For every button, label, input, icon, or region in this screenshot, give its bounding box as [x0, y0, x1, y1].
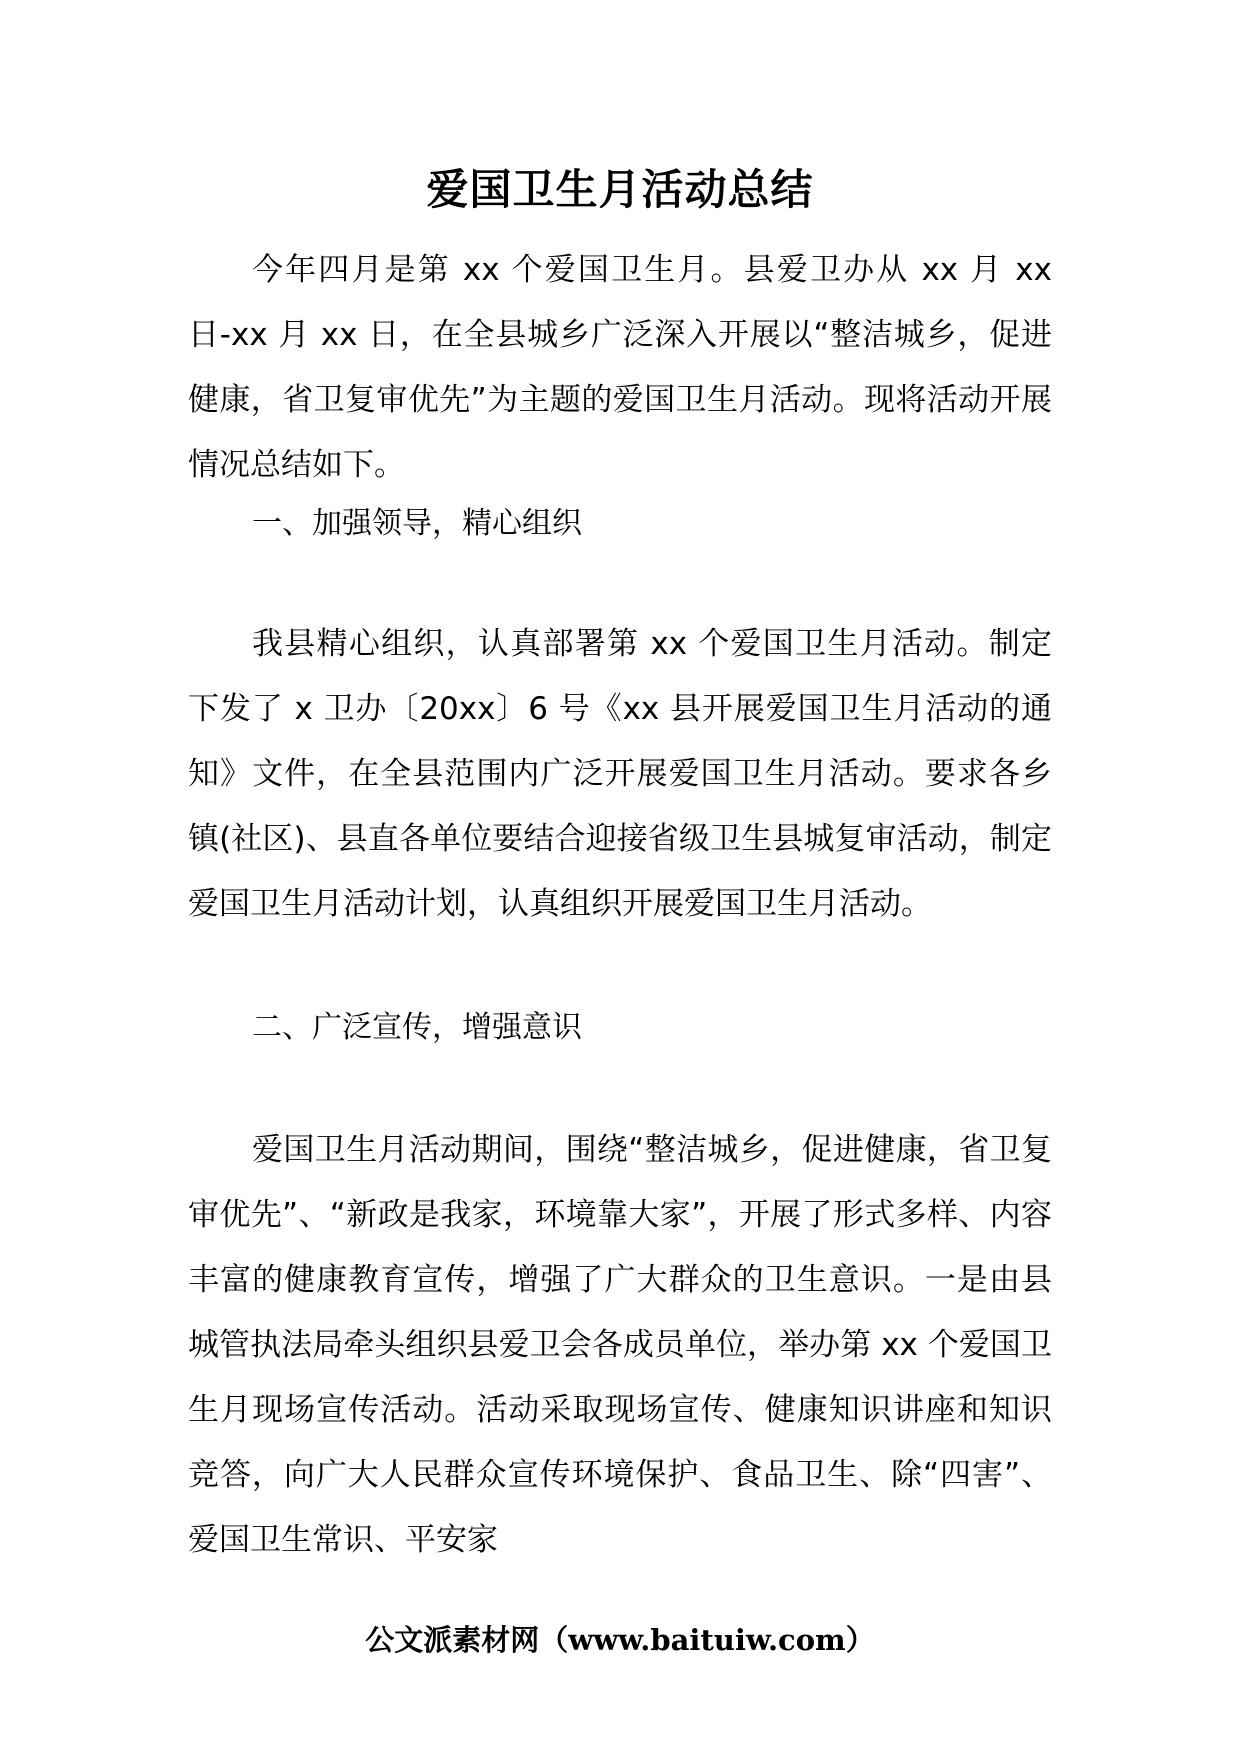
paragraph-section-2: 爱国卫生月活动期间，围绕“整洁城乡，促进健康，省卫复审优先”、“新政是我家，环境靠大家”，开展了形式多样、内容丰富的健康教育宣传，增强了广大群众的卫生意识。一是由县城管执法局牵头组织县爱卫会各成员单位，举办第 xx 个爱国卫生月现场宣传活动。活动采取现场宣传、健康知识讲座和知识竞答，向广大人民群众宣传环境保护、食品卫生、除“四害”、爱国卫生常识、平安家	[188, 1132, 1052, 1558]
document-title: 爱国卫生月活动总结	[426, 165, 814, 214]
paragraph-intro: 今年四月是第 xx 个爱国卫生月。县爱卫办从 xx 月 xx 日-xx 月 xx 日，在全县城乡广泛深入开展以“整洁城乡，促进健康，省卫复审优先”为主题的爱国卫生月活动。现将活动开展情况总结如下。	[188, 252, 1052, 483]
paragraph-section-1: 我县精心组织，认真部署第 xx 个爱国卫生月活动。制定下发了 x 卫办〔20xx〕6 号《xx 县开展爱国卫生月活动的通知》文件，在全县范围内广泛开展爱国卫生月活动。要求各乡镇(社区)、县直各单位要结合迎接省级卫生县城复审活动，制定爱国卫生月活动计划，认真组织开展爱国卫生月活动。	[188, 626, 1052, 922]
section-heading-2: 二、广泛宣传，增强意识	[252, 1010, 582, 1045]
section-heading-1: 一、加强领导，精心组织	[252, 506, 582, 541]
footer-watermark: 公文派素材网（www.baituiw.com）	[365, 1623, 875, 1657]
